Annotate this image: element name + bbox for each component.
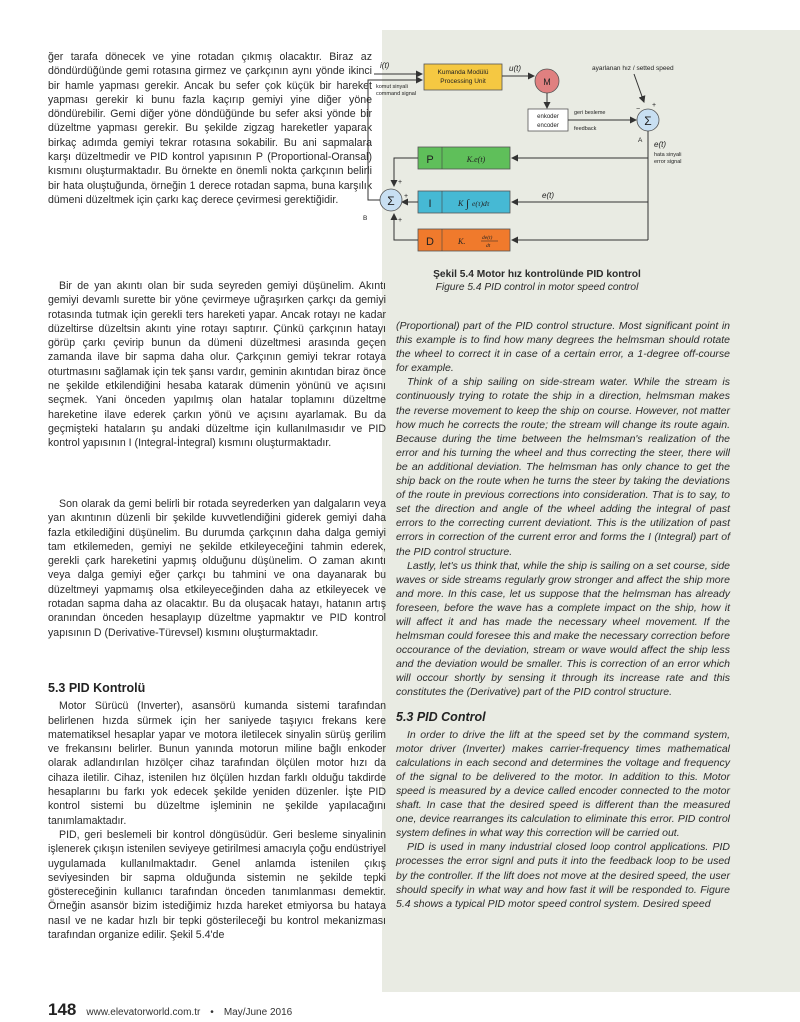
tr-section-paragraph-2: PID, geri beslemeli bir kontrol döngüsüdür. Geri besleme sinyalinin işlenerek çıkışın istenilen seviyeye getirilmesi amacıyla çoğu endüstriyel uygulamada kullanılmaktadır. Genel anlamda istenilen çıkış seviyesinden bir sapma olduğunda sistemin ne şekilde tepki göstereceğinin kullanıcı tarafından önceden tanımlanması demektir. Örneğin asansör bizim istediğimiz hızda hareket etmiyorsa bu hataya nasıl ve ne kadar hızlı bir tepki gösterileceği bu kontrol mekanizması tarafından organize edilir. Şekil 5.4'de [48,828,386,942]
i-block [418,191,510,213]
label-motor: M [543,77,551,87]
footer-bullet: • [210,1007,214,1018]
page-footer [48,1000,292,1020]
sum-a-plus: + [652,102,657,109]
caption-turkish: Şekil 5.4 Motor hız kontrolünde PID kontrol [433,269,641,280]
pid-diagram [346,52,728,262]
d-letter: D [426,236,434,248]
label-point-a: A [638,137,643,144]
i-letter: I [428,198,432,210]
turkish-column-para3 [48,497,386,640]
pid-diagram-svg [346,52,728,262]
turkish-column-top [48,50,372,207]
label-command-tr: komut sinyali [376,84,408,90]
processing-unit-block [424,64,502,90]
label-point-b: B [363,215,368,222]
sum-a-symbol: Σ [644,114,652,128]
tr-paragraph-1: ğer tarafa dönecek ve yine rotadan çıkmış olacaktır. Biraz az döndürdüğünde gemi rotasına girmez ve çarkçının aynı yönde ikinci bir hamle yapması gerekir. Ancak bu sefer çok küçük bir hareket yapması gerekir ki bunu fazla kaçırıp gemiyi yine diğer yöne döndürebilir. Gemi diğer yöne döndüğünde bu sefer aksi yönde bir düzeltme yapması gerekir. Bu şekilde zigzag hareketler yaparak birkaç adımda gemiyi tekrar rotasına sokabilir. Bu ani sapmalara karşı düzeltmedir ve PID kontrol yapısının P (Proportional-Oransal) kısmını oluşturmaktadır. Bu örnekte en önemli nokta çarkçının belirli bir hata oluştuğunda, örneğin 1 derece rotadan sapma, buna karşılık dümeni düzeltmek için çarkı kaç derece çevirmesi gerektiğidir. [48,51,372,206]
d-k: K. [458,237,466,246]
label-et-a: e(t) [654,140,666,149]
i-formula: e(τ)dτ [472,199,490,208]
label-processing-tr: Kumanda Modülü [437,69,489,76]
label-command-en: command signal [376,91,417,97]
label-processing-en: Processing Unit [440,78,486,85]
turkish-column-para2-start [48,279,386,451]
caption-english: Figure 5.4 PID control in motor speed control [435,282,639,293]
sum-b-plus-top: + [398,179,403,186]
label-encoder-en: encoder [537,123,559,129]
label-feedback-tr: geri besleme [574,110,606,116]
website-link[interactable]: www.elevatorworld.com.tr [86,1007,201,1018]
sum-b-plus-bottom: + [398,217,403,224]
d-denominator: dt [486,243,491,249]
label-feedback-en: feedback [574,126,597,132]
label-error-en: error signal [654,159,682,165]
label-it: i(t) [380,61,390,70]
d-numerator: de(t) [482,235,493,241]
controller-output-line [368,80,422,200]
english-column [396,319,730,911]
sum-b-plus-right: + [404,193,409,200]
en-paragraph-2: Think of a ship sailing on side-stream water. While the stream is continuously trying to rotate the ship in a direction, helmsman makes the reverse movement to keep the ship on course. However, not matter how much he corrects the route; the stream will change its route again. Because during the time between the helmsman's realization of the error and his turning the wheel and thus correcting the steer, there will be an additional deviation. The helmsman has only chance to get the ship back on the route when he turns the steer by taking the deviations of the route in previous corrections into consideration. That is to say, to set the direction and angle of the wheel adding the integral of past errors to the correcting current deviationt. This is the utilization of past errors in correction of the current error and forms the I (Integral) part of the PID control structure. [396,376,730,558]
figure-caption [346,268,728,294]
label-setted-speed: ayarlanan hız / setted speed [592,65,674,72]
tr-section-paragraph-1: Motor Sürücü (Inverter), asansörü kumanda sistemi tarafından belirlenen hızda sürmek için her saniyede taşıyıcı frekans kere matematiksel hesaplar yapar ve motora iletilecek sinyalin sürüş gerilim ve frekansını belirler. Bunun yanında motorun miline bağlı enkoder olarak adlandırılan hızölçer cihaz tarafından ölçülen motor hızı da cihaza iletilir. Cihaz, istenilen hız ölçülen hızdan farklı olduğu takdirde hesaplarını bu farkı yok edecek şekilde yeniden düzenler. İşte PID kontrol sistemi bu düzeltme işleminin ne şekilde yapılacağını tanımlamaktadır. [48,700,386,827]
label-ut: u(t) [509,64,521,73]
i-k: K [458,199,464,208]
en-section-paragraph-2: PID is used in many industrial closed loop control applications. PID processes the error signl and puts it into the feedback loop to be used by the controller. If the lift does not move at the desired speed, the user should specify in what way and how fast it will be responded to. Figure 5.4 shows a typical PID motor speed control system. Desired speed [396,841,730,910]
page-number: 148 [48,1000,77,1019]
label-error-tr: hata sinyali [654,152,682,158]
en-section-title: 5.3 PID Control [396,709,486,724]
tr-section-title: 5.3 PID Kontrolü [48,681,146,695]
en-section-paragraph-1: In order to drive the lift at the speed set by the command system, motor driver (Inverter) makes carrier-frequency times mathematical calculations in each second and determines the voltage and frequency of the signal to be delivered to the motor. In addition to this. Motor speed is measured by a device called encoder connected to the motor shaft. In case that the desired speed is different than the measured one, device rearranges its calculation to eliminate this error. PID control system defines in what way this correction will be carried out. [396,728,730,840]
label-encoder-tr: enkoder [537,114,559,120]
integral-icon: ∫ [466,198,470,210]
sum-b-symbol: Σ [387,194,395,208]
sum-a-minus: − [636,106,641,113]
turkish-section [48,681,386,942]
p-formula: K.e(t) [466,155,486,164]
en-paragraph-1: (Proportional) part of the PID control structure. Most significant point in this example is to find how many degrees the helmsman should rotate the wheel to correct it in case of a certain error, a 1-degree off-course for example. [396,320,730,375]
p-letter: P [426,154,434,166]
en-paragraph-3: Lastly, let's us think that, while the ship is sailing on a set course, side waves or side streams regularly grow stronger and affect the ship more and more. In this case, let us suppose that the helmsman has already foreseen, before the wave has a complete impact on the ship, how it will affect it and has made the necessary wheel movement. If the helmsman could foresee this and make the necessary correction before occourance of the deviation, stream or wave would affect the ship less and the deviation would be smaller. This is correction of an error which will occour shortly by sensing it through its increase rate and this constitutes the (Derivative) part of the PID control structure. [396,559,730,699]
setted-arrow [634,74,644,102]
tr-paragraph-2: Bir de yan akıntı olan bir suda seyreden gemiyi düşünelim. Akıntı gemiyi devamlı surette bir yöne çevirmeye uğraşırken çarkçı da gemiyi rotasında tutmak için gerekli ters hareketi yapar. Ancak rotayı ne kadar düzeltirse düzeltsin akıntı yine rotayı saptırır. Çünkü çarkçının hatayı görüp çarkı çevirip bunun da dümeni düzeltmesi arasında geçen zamanda ilave bir sapma daha olur. Çarkçının gemiyi tekrar rotaya oturtmasını sağlamak için tek şansı vardır, geminin akıntıdan biraz önce ne şekilde etkilendiğini hesaba katarak dümenin yönünü ve açısını seçmek. Yani önceden yapılmış olan hatalar toplamını düzeltme hareketine ilave ederek çarkın yönü ve açısını ayarlamak. Bu da geçmişteki hataların şu andaki düzeltme için kullanılmasıdır ve PID kontrol yapısının I (Integral-İntegral) kısmını oluşturmaktadır. [48,280,386,450]
issue-date: May/June 2016 [223,1007,293,1018]
tr-paragraph-3: Son olarak da gemi belirli bir rotada seyrederken yan dalgaların veya yan akıntının düzenli bir şekilde kuvvetlendiğini giderek gemiyi daha fazla etkilediğini düşünelim. Bu durumda çarkçının daha dalga gemiyi tam etkilemeden, gemiyi ne şekilde etkileyeceğini tahmin ederek, gerekli çark hareketini yapmış olduğunu düşünelim. O zaman akıntı veya dalga gemiyi eğer çarkçı bu tahmini ve ona dayanarak bu düzeltmeyi yapmamış olsa etkileyeceğinden daha az etkileyecek ve rotadan sapma daha az olacaktır. Bu da oluşacak hatayı, hatanın artış oranından önceden hesaplayıp düzeltme yapmaktır ve PID kontrol yapısının D (Derivative-Türevsel) kısmını oluşturmaktadır. [48,498,386,639]
label-et-b: e(t) [542,191,554,200]
